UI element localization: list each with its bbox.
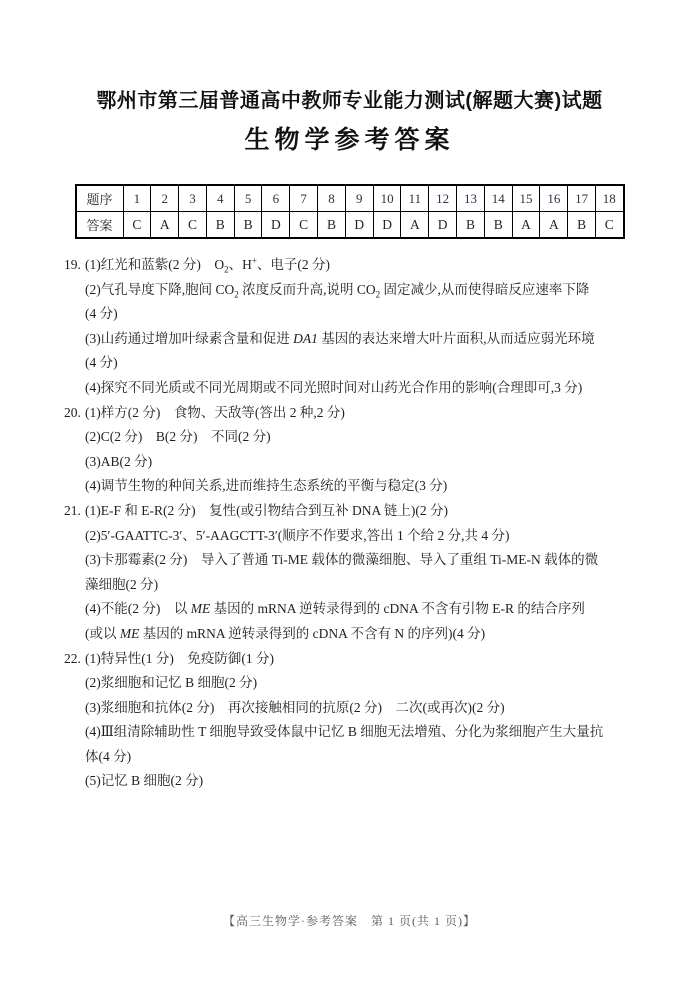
answer-line: 藻细胞(2 分) <box>85 576 159 592</box>
answer-letter-cell: D <box>373 212 401 239</box>
question-number-cell: 10 <box>373 185 401 212</box>
answer-letter-cell: B <box>318 212 346 239</box>
answer-line: 22. (1)特异性(1 分) 免疫防御(1 分) <box>85 647 669 672</box>
answer-section <box>64 647 669 795</box>
answer-letter-cell: B <box>457 212 485 239</box>
answer-letter-cell: D <box>262 212 290 239</box>
answer-sections <box>64 253 669 794</box>
answer-letter-cell: A <box>401 212 429 239</box>
answer-letter-cell: C <box>123 212 151 239</box>
answer-line: (或以 ME 基因的 mRNA 逆转录得到的 cDNA 不含有 N 的序列)(4 分) <box>85 625 486 641</box>
document-subtitle: 生物学参考答案 <box>244 126 455 154</box>
answer-line: (3)山药通过增加叶绿素含量和促进 DA1 基因的表达来增大叶片面积,从而适应弱光环境 <box>85 330 595 346</box>
answer-line: (2)C(2 分) B(2 分) 不同(2 分) <box>85 429 271 445</box>
answer-letter-cell: C <box>290 212 318 239</box>
question-number-cell: 2 <box>151 185 179 212</box>
question-number-cell: 3 <box>179 185 207 212</box>
question-number-cell: 18 <box>596 185 624 212</box>
answer-key-table <box>75 184 625 239</box>
question-number-cell: 16 <box>540 185 568 212</box>
answer-line: (3)卡那霉素(2 分) 导入了普通 Ti-ME 载体的微藻细胞、导入了重组 Ti-ME-N 载体的微 <box>85 552 599 568</box>
row-header-question: 题序 <box>76 185 124 212</box>
question-number-cell: 4 <box>206 185 234 212</box>
answer-line: 21. (1)E-F 和 E-R(2 分) 复性(或引物结合到互补 DNA 链上)(2 分) <box>85 499 669 524</box>
question-number-cell: 6 <box>262 185 290 212</box>
question-number-label: 22. <box>64 650 81 666</box>
row-header-answer: 答案 <box>76 212 124 239</box>
question-number-cell: 12 <box>429 185 457 212</box>
answer-letter-cell: A <box>151 212 179 239</box>
answer-line: (2)气孔导度下降,胞间 $CO_2$ 浓度反而升高,说明 $CO_2$ 固定减少,从而使得暗反应速率下降 <box>85 281 590 300</box>
question-number-label: 19. <box>64 257 81 272</box>
answer-line: (3)AB(2 分) <box>85 453 153 469</box>
answer-line: 体(4 分) <box>85 748 132 764</box>
answer-letter-cell: B <box>484 212 512 239</box>
answer-letter-cell: C <box>596 212 624 239</box>
question-number-cell: 11 <box>401 185 429 212</box>
question-number-cell: 17 <box>568 185 596 212</box>
answer-letter-cell: B <box>568 212 596 239</box>
answer-line: (2)浆细胞和记忆 B 细胞(2 分) <box>85 675 258 691</box>
answer-line: 19. (1)红光和蓝紫(2 分) $O_2$、H+、电子(2 分) <box>85 253 669 278</box>
answer-line: (4)Ⅲ组清除辅助性 T 细胞导致受体鼠中记忆 B 细胞无法增殖、分化为浆细胞产生大量抗 <box>85 724 604 740</box>
answer-letter-cell: C <box>179 212 207 239</box>
answer-letter-cell: D <box>429 212 457 239</box>
question-number-cell: 7 <box>290 185 318 212</box>
question-number-cell: 8 <box>318 185 346 212</box>
page-footer: 【高三生物学·参考答案 第 1 页(共 1 页)】 <box>223 914 476 928</box>
answer-line: (4)探究不同光质或不同光周期或不同光照时间对山药光合作用的影响(合理即可,3 分) <box>85 379 583 395</box>
answer-letter-row <box>76 212 624 239</box>
answer-letter-cell: D <box>345 212 373 239</box>
answer-letter-cell: B <box>206 212 234 239</box>
question-number-cell: 5 <box>234 185 262 212</box>
question-number-label: 20. <box>64 404 81 420</box>
answer-section <box>64 499 669 647</box>
answer-line: (3)浆细胞和抗体(2 分) 再次接触相同的抗原(2 分) 二次(或再次)(2 分) <box>85 699 505 715</box>
answer-letter-cell: B <box>234 212 262 239</box>
answer-line: (4)调节生物的种间关系,进而维持生态系统的平衡与稳定(3 分) <box>85 478 448 494</box>
document-title: 鄂州市第三届普通高中教师专业能力测试(解题大赛)试题 <box>96 90 603 112</box>
answer-line: (4 分) <box>85 355 118 371</box>
answer-letter-cell: A <box>540 212 568 239</box>
answer-letter-cell: A <box>512 212 540 239</box>
question-number-cell: 9 <box>345 185 373 212</box>
answer-line: (2)5′-GAATTC-3′、5′-AAGCTT-3′(顺序不作要求,答出 1 个给 2 分,共 4 分) <box>85 527 510 543</box>
question-number-cell: 13 <box>457 185 485 212</box>
answer-line: 20. (1)样方(2 分) 食物、天敌等(答出 2 种,2 分) <box>85 401 669 426</box>
question-number-cell: 14 <box>484 185 512 212</box>
question-number-cell: 1 <box>123 185 151 212</box>
question-number-cell: 15 <box>512 185 540 212</box>
question-number-row <box>76 185 624 212</box>
answer-section <box>64 253 669 401</box>
answer-section <box>64 401 669 499</box>
answer-line: (4)不能(2 分) 以 ME 基因的 mRNA 逆转录得到的 cDNA 不含有引物 E-R 的结合序列 <box>85 601 585 617</box>
question-number-label: 21. <box>64 502 81 518</box>
answer-line: (5)记忆 B 细胞(2 分) <box>85 773 204 789</box>
answer-line: (4 分) <box>85 306 118 322</box>
